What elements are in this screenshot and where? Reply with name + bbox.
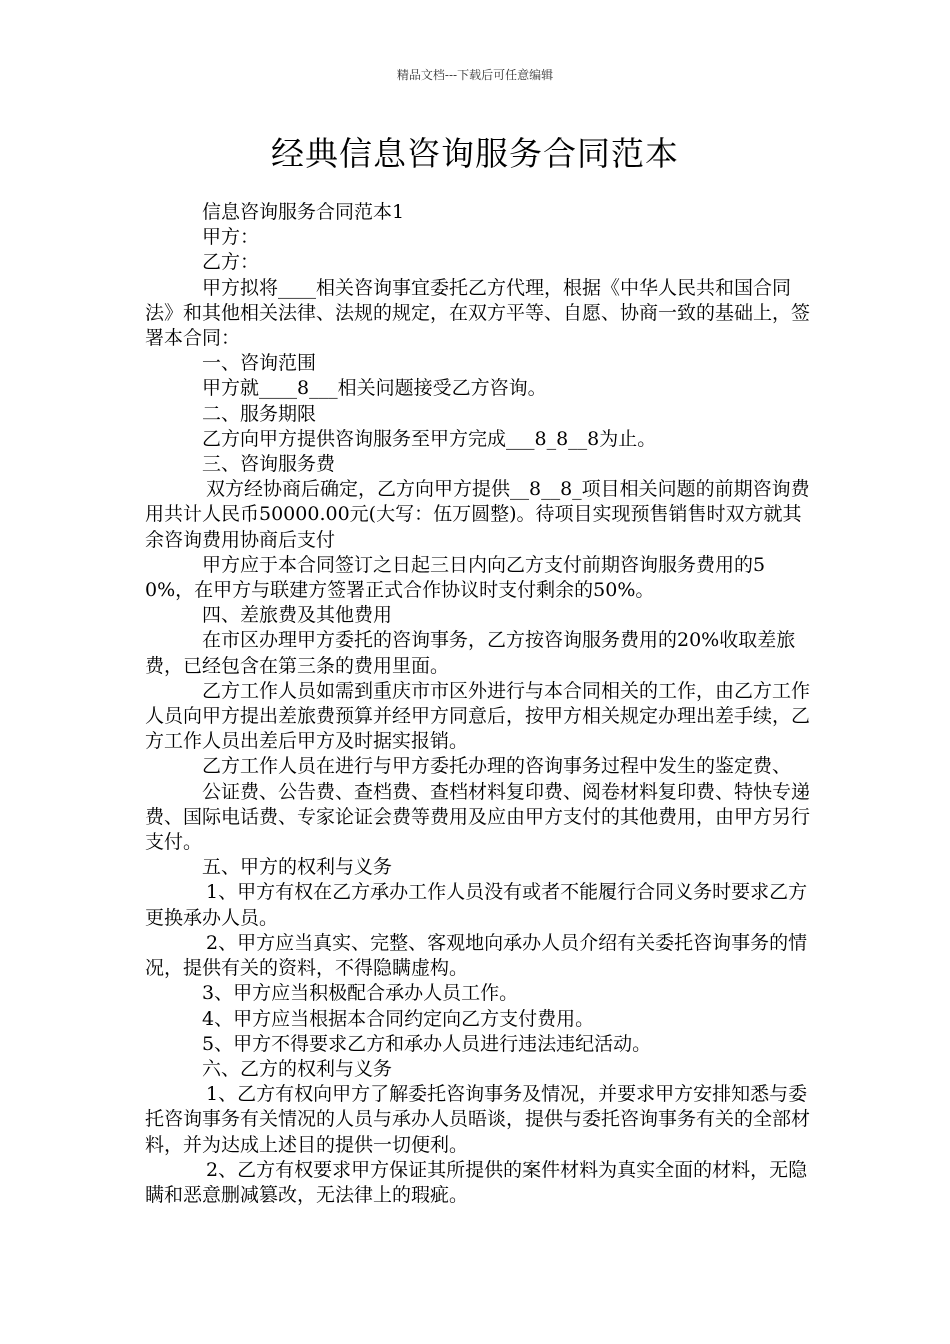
- section-heading-1: 一、咨询范围: [202, 352, 317, 375]
- paragraph: 3、甲方应当积极配合承办人员工作。: [202, 982, 519, 1005]
- section-heading-5: 五、甲方的权利与义务: [202, 856, 393, 879]
- paragraph-party-b: 乙方：: [202, 251, 260, 274]
- paragraph: 5、甲方不得要求乙方和承办人员进行违法违纪活动。: [202, 1032, 652, 1055]
- paragraph: 1、乙方有权向甲方了解委托咨询事务及情况，并要求甲方安排知悉与委托咨询事务有关情况的人员与承办人员晤谈，提供与委托咨询事务有关的全部材料，并为达成上述目的提供一切便利。: [145, 1083, 811, 1156]
- section-heading-4: 四、差旅费及其他费用: [202, 604, 393, 627]
- paragraph: 甲方就____8___相关问题接受乙方咨询。: [202, 377, 547, 400]
- header-note: 精品文档---下载后可任意编辑: [396, 68, 554, 82]
- paragraph: 乙方向甲方提供咨询服务至甲方完成___8_8__8为止。: [202, 427, 657, 450]
- paragraph: 双方经协商后确定，乙方向甲方提供__8__8_项目相关问题的前期咨询费用共计人民币50000.00元(大写：伍万圆整)。待项目实现预售销售时双方就其余咨询费用协商后支付: [145, 478, 810, 551]
- paragraph: 乙方工作人员在进行与甲方委托办理的咨询事务过程中发生的鉴定费、: [202, 755, 792, 778]
- paragraph: 甲方应于本合同签订之日起三日内向乙方支付前期咨询服务费用的50%，在甲方与联建方签署正式合作协议时支付剩余的50%。: [145, 553, 766, 602]
- section-heading-2: 二、服务期限: [202, 402, 317, 425]
- paragraph: 乙方工作人员如需到重庆市市区外进行与本合同相关的工作，由乙方工作人员向甲方提出差旅费预算并经甲方同意后，按甲方相关规定办理出差手续，乙方工作人员出差后甲方及时据实报销。: [145, 679, 811, 753]
- document-body: [145, 200, 810, 1208]
- paragraph: 2、甲方应当真实、完整、客观地向承办人员介绍有关委托咨询事务的情况，提供有关的资料，不得隐瞒虚构。: [145, 931, 808, 980]
- document-title: 经典信息咨询服务合同范本: [271, 134, 679, 173]
- paragraph: 1、甲方有权在乙方承办工作人员没有或者不能履行合同义务时要求乙方更换承办人员。: [145, 881, 808, 929]
- paragraph-party-a: 甲方：: [202, 226, 260, 249]
- paragraph-preamble: 甲方拟将____相关咨询事宜委托乙方代理，根据《中华人民共和国合同法》和其他相关法律、法规的规定，在双方平等、自愿、协商一致的基础上，签署本合同：: [145, 276, 811, 350]
- section-heading-3: 三、咨询服务费: [202, 453, 336, 476]
- paragraph: 2、乙方有权要求甲方保证其所提供的案件材料为真实全面的材料，无隐瞒和恶意删减篡改，无法律上的瑕疵。: [145, 1158, 808, 1206]
- paragraph: 4、甲方应当根据本合同约定向乙方支付费用。: [202, 1007, 595, 1030]
- paragraph: 在市区办理甲方委托的咨询事务，乙方按咨询服务费用的20%收取差旅费，已经包含在第三条的费用里面。: [145, 629, 796, 677]
- paragraph-subtitle: 信息咨询服务合同范本1: [202, 201, 405, 223]
- section-heading-6: 六、乙方的权利与义务: [202, 1057, 393, 1080]
- paragraph: 公证费、公告费、查档费、查档材料复印费、阅卷材料复印费、特快专递费、国际电话费、专家论证会费等费用及应由甲方支付的其他费用，由甲方另行支付。: [145, 780, 811, 854]
